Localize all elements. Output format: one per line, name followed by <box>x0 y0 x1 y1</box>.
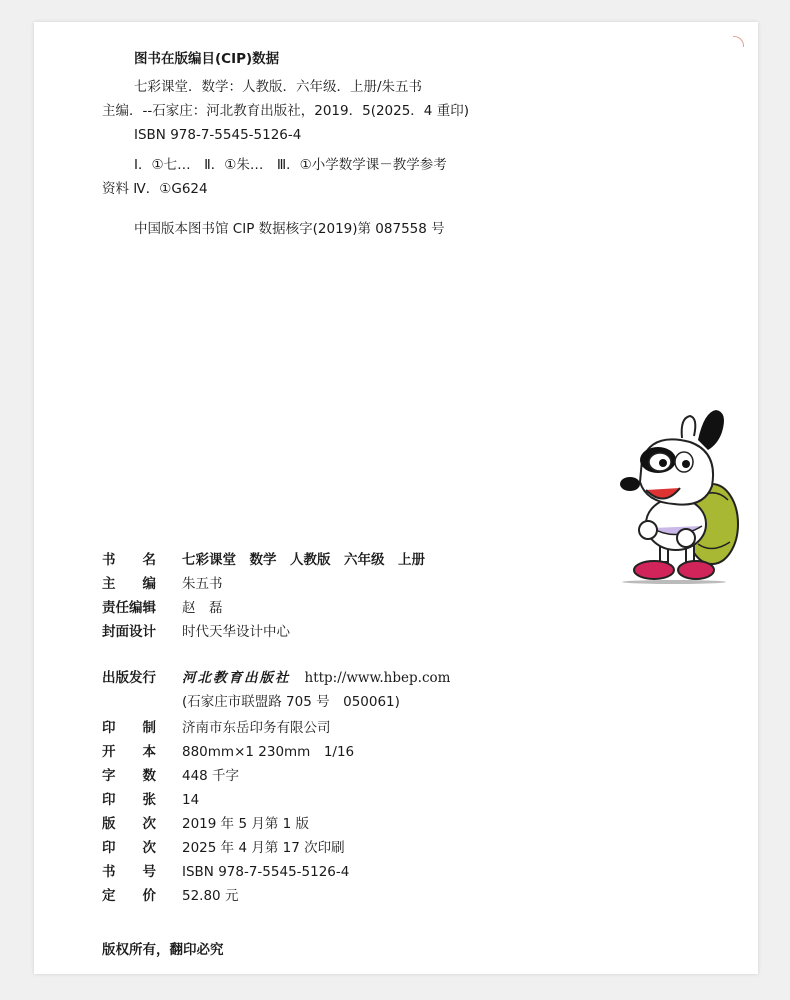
label-price: 定 价 <box>102 888 156 904</box>
publisher-name-calligraphy: 河北教育出版社 <box>182 670 291 686</box>
label-format: 开 本 <box>102 744 156 760</box>
label-responsible-editor: 责任编辑 <box>102 600 156 616</box>
label-cover-design: 封面设计 <box>102 624 156 640</box>
value-printer: 济南市东岳印务有限公司 <box>182 720 331 736</box>
label-edition: 版 次 <box>102 816 156 832</box>
label-sheets: 印 张 <box>102 792 156 808</box>
publisher-address: (石家庄市联盟路 705 号 050061) <box>182 694 400 710</box>
value-printing: 2025 年 4 月第 17 次印刷 <box>182 840 345 856</box>
copyright-page <box>34 22 758 974</box>
value-publisher <box>182 668 450 688</box>
value-format: 880mm×1 230mm 1/16 <box>182 744 355 760</box>
value-sheets: 14 <box>182 792 200 808</box>
label-publisher: 出版发行 <box>102 670 156 686</box>
label-printing: 印 次 <box>102 840 156 856</box>
label-isbn: 书 号 <box>102 864 156 880</box>
cip-record-number: 中国版本图书馆 CIP 数据核字(2019)第 087558 号 <box>134 221 445 237</box>
label-printer: 印 制 <box>102 720 156 736</box>
value-book-title: 七彩课堂 数学 人教版 六年级 上册 <box>182 552 425 568</box>
value-price: 52.80 元 <box>182 888 239 904</box>
value-responsible-editor: 赵 磊 <box>182 600 223 616</box>
cip-title: 图书在版编目(CIP)数据 <box>134 51 280 67</box>
value-word-count: 448 千字 <box>182 768 240 784</box>
value-isbn: ISBN 978-7-5545-5126-4 <box>182 864 350 880</box>
cip-isbn: ISBN 978-7-5545-5126-4 <box>134 127 302 143</box>
copyright-notice: 版权所有，翻印必究 <box>102 942 224 958</box>
cip-line-2: 主编．--石家庄：河北教育出版社，2019．5(2025．4 重印) <box>102 103 469 119</box>
label-word-count: 字 数 <box>102 768 156 784</box>
cip-line-1: 七彩课堂．数学：人教版．六年级．上册/朱五书 <box>134 79 423 95</box>
page-corner-mark <box>733 36 744 47</box>
label-book-title: 书 名 <box>102 552 156 568</box>
publisher-url: http://www.hbep.com <box>304 670 451 686</box>
label-editor: 主 编 <box>102 576 156 592</box>
value-cover-design: 时代天华设计中心 <box>182 624 290 640</box>
value-editor: 朱五书 <box>182 576 223 592</box>
value-edition: 2019 年 5 月第 1 版 <box>182 816 309 832</box>
dog-mascot-illustration <box>612 404 742 584</box>
cip-classification-cont: 资料 Ⅳ．①G624 <box>102 181 208 197</box>
cip-classification: Ⅰ．①七… Ⅱ．①朱… Ⅲ．①小学数学课－教学参考 <box>134 157 447 173</box>
